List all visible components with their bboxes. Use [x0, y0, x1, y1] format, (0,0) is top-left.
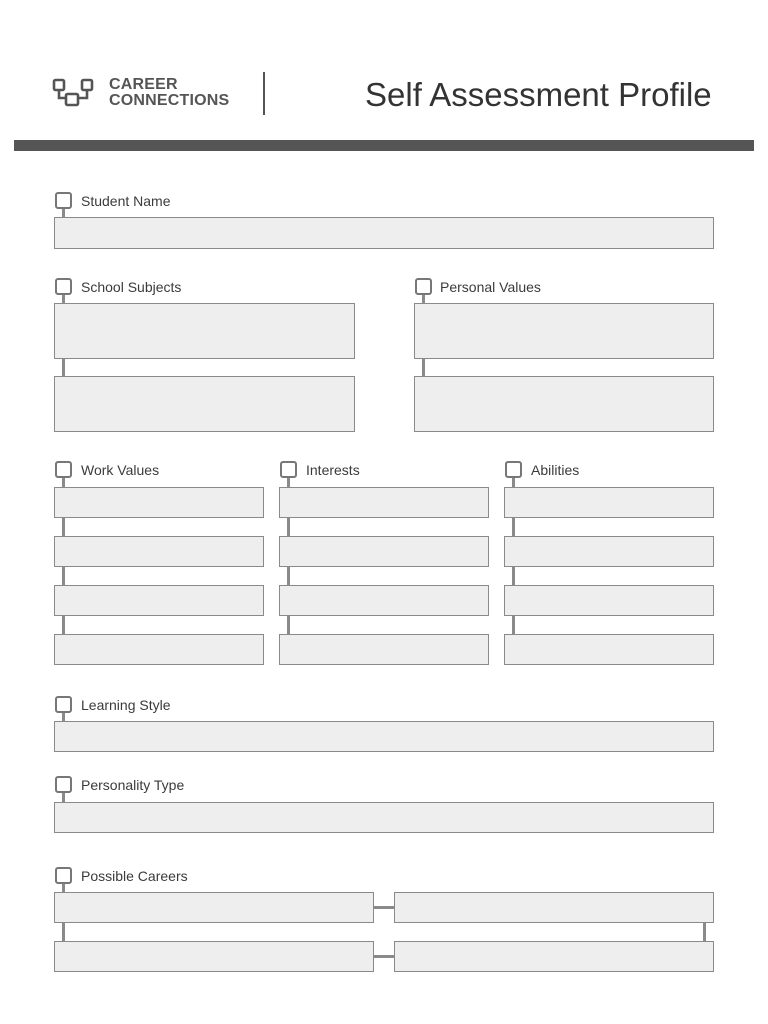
abilities-field-1[interactable]: [504, 487, 714, 518]
connector-line: [62, 567, 65, 585]
header-bar: [14, 140, 754, 151]
personal-values-checkbox[interactable]: [415, 278, 432, 295]
work-values-field-2[interactable]: [54, 536, 264, 567]
connector-line: [62, 295, 65, 303]
abilities-field-3[interactable]: [504, 585, 714, 616]
school-subjects-label: School Subjects: [81, 279, 182, 295]
connector-line: [62, 793, 65, 802]
connector-line: [62, 884, 65, 892]
logo-text-line1: CAREER: [109, 76, 178, 93]
possible-careers-field-2[interactable]: [394, 892, 714, 923]
interests-label: Interests: [306, 462, 360, 478]
school-subjects-field-2[interactable]: [54, 376, 355, 432]
connector-line: [512, 478, 515, 487]
connector-line: [287, 518, 290, 536]
abilities-field-2[interactable]: [504, 536, 714, 567]
connector-line: [703, 923, 706, 941]
connector-line: [422, 295, 425, 303]
abilities-field-4[interactable]: [504, 634, 714, 665]
connector-line: [512, 518, 515, 536]
connector-line: [512, 567, 515, 585]
connector-line: [287, 616, 290, 634]
connector-line: [62, 616, 65, 634]
interests-field-4[interactable]: [279, 634, 489, 665]
possible-careers-checkbox[interactable]: [55, 867, 72, 884]
possible-careers-label: Possible Careers: [81, 868, 188, 884]
work-values-field-3[interactable]: [54, 585, 264, 616]
header-divider: [263, 72, 265, 115]
connector-line: [62, 923, 65, 941]
possible-careers-field-4[interactable]: [394, 941, 714, 972]
connector-line: [62, 478, 65, 487]
school-subjects-checkbox[interactable]: [55, 278, 72, 295]
interests-checkbox[interactable]: [280, 461, 297, 478]
personal-values-label: Personal Values: [440, 279, 541, 295]
abilities-label: Abilities: [531, 462, 580, 478]
student-name-field[interactable]: [54, 217, 714, 249]
connector-line: [422, 359, 425, 376]
connector-line: [374, 955, 394, 958]
personal-values-field-2[interactable]: [414, 376, 714, 432]
learning-style-label: Learning Style: [81, 697, 171, 713]
personality-type-checkbox[interactable]: [55, 776, 72, 793]
learning-style-field[interactable]: [54, 721, 714, 752]
student-name-label: Student Name: [81, 193, 171, 209]
page-title: Self Assessment Profile: [365, 76, 712, 113]
logo-icon: [52, 78, 98, 108]
interests-field-2[interactable]: [279, 536, 489, 567]
abilities-checkbox[interactable]: [505, 461, 522, 478]
logo-text-line2: CONNECTIONS: [109, 92, 230, 109]
interests-field-3[interactable]: [279, 585, 489, 616]
personal-values-field-1[interactable]: [414, 303, 714, 359]
connector-line: [287, 567, 290, 585]
possible-careers-field-1[interactable]: [54, 892, 374, 923]
interests-field-1[interactable]: [279, 487, 489, 518]
connector-line: [62, 713, 65, 721]
work-values-field-4[interactable]: [54, 634, 264, 665]
personality-type-field[interactable]: [54, 802, 714, 833]
student-name-checkbox[interactable]: [55, 192, 72, 209]
connector-line: [62, 359, 65, 376]
work-values-field-1[interactable]: [54, 487, 264, 518]
connector-line: [512, 616, 515, 634]
work-values-label: Work Values: [81, 462, 160, 478]
connector-line: [287, 478, 290, 487]
possible-careers-field-3[interactable]: [54, 941, 374, 972]
connector-line: [374, 906, 394, 909]
school-subjects-field-1[interactable]: [54, 303, 355, 359]
connector-line: [62, 518, 65, 536]
personality-type-label: Personality Type: [81, 777, 185, 793]
work-values-checkbox[interactable]: [55, 461, 72, 478]
learning-style-checkbox[interactable]: [55, 696, 72, 713]
connector-line: [62, 209, 65, 217]
